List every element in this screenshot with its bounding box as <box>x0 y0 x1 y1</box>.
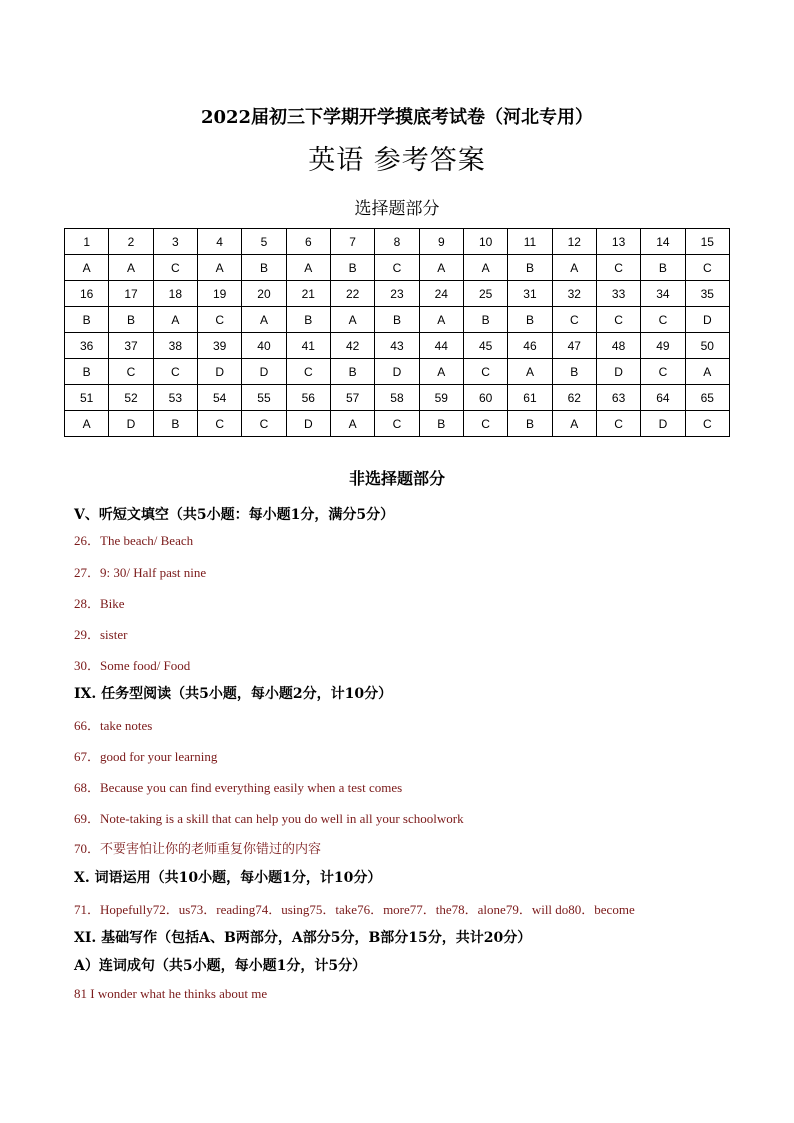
answer-letter-cell: C <box>463 411 507 437</box>
answer-letter-cell: C <box>375 255 419 281</box>
question-number-cell: 18 <box>153 281 197 307</box>
answer-letter-cell: C <box>286 359 330 385</box>
answer-letter-cell: C <box>641 359 685 385</box>
question-number-cell: 41 <box>286 333 330 359</box>
question-number-cell: 48 <box>596 333 640 359</box>
answer-key-title: 英语 参考答案 <box>308 145 486 176</box>
question-number-cell: 14 <box>641 229 685 255</box>
question-number-cell: 10 <box>463 229 507 255</box>
question-number-cell: 46 <box>508 333 552 359</box>
question-number-cell: 32 <box>552 281 596 307</box>
choice-section-title: 选择题部分 <box>354 199 440 219</box>
question-number-cell: 49 <box>641 333 685 359</box>
answer-28: 28．Bike <box>74 596 125 611</box>
answer-letter-cell: A <box>552 255 596 281</box>
answer-letter-cell: C <box>197 411 241 437</box>
answer-letter-cell: B <box>65 307 109 333</box>
answer-letter-cell: C <box>153 255 197 281</box>
question-number-cell: 21 <box>286 281 330 307</box>
question-number-cell: 7 <box>330 229 374 255</box>
part11-heading: XI. 基础写作（包括A、B两部分，A部分5分，B部分15分，共计20分） <box>74 930 532 946</box>
answer-letter-cell: C <box>375 411 419 437</box>
answer-letter-cell: B <box>153 411 197 437</box>
answer-letter-cell: C <box>197 307 241 333</box>
question-number-cell: 57 <box>330 385 374 411</box>
answer-letter-cell: C <box>641 307 685 333</box>
nonchoice-section-title: 非选择题部分 <box>348 469 445 488</box>
answer-letter-cell: A <box>65 411 109 437</box>
question-number-cell: 37 <box>109 333 153 359</box>
answer-letter-cell: B <box>419 411 463 437</box>
question-number-cell: 38 <box>153 333 197 359</box>
answer-letter-cell: C <box>109 359 153 385</box>
answer-letter-cell: C <box>685 255 729 281</box>
answer-letter-cell: B <box>330 255 374 281</box>
answer-letter-cell: C <box>596 307 640 333</box>
answer-letter-cell: B <box>375 307 419 333</box>
answer-26: 26．The beach/ Beach <box>74 533 194 548</box>
answer-letter-cell: A <box>153 307 197 333</box>
answer-letter-cell: A <box>65 255 109 281</box>
question-number-cell: 4 <box>197 229 241 255</box>
part9-heading: IX. 任务型阅读（共5小题，每小题2分，计10分） <box>74 686 393 702</box>
question-number-cell: 55 <box>242 385 286 411</box>
answer-letter-row <box>65 411 730 437</box>
answer-letter-cell: B <box>508 411 552 437</box>
answer-letter-cell: D <box>109 411 153 437</box>
part10-heading: X. 词语运用（共10小题，每小题1分，计10分） <box>74 870 382 886</box>
question-number-cell: 44 <box>419 333 463 359</box>
question-number-cell: 1 <box>65 229 109 255</box>
question-number-cell: 65 <box>685 385 729 411</box>
question-number-cell: 58 <box>375 385 419 411</box>
question-number-cell: 19 <box>197 281 241 307</box>
question-number-cell: 2 <box>109 229 153 255</box>
answer-letter-cell: B <box>109 307 153 333</box>
question-number-cell: 51 <box>65 385 109 411</box>
question-number-cell: 11 <box>508 229 552 255</box>
answer-letter-cell: A <box>508 359 552 385</box>
answer-letter-cell: A <box>419 307 463 333</box>
answer-letter-cell: D <box>197 359 241 385</box>
answer-66: 66．take notes <box>74 718 153 733</box>
answer-letter-cell: B <box>286 307 330 333</box>
answer-letter-cell: B <box>330 359 374 385</box>
answer-71-80: 71．Hopefully72．us73．reading74．using75．take76．more77．the78．alone79．will do80．become <box>74 902 635 917</box>
question-number-cell: 20 <box>242 281 286 307</box>
exam-title: 2022届初三下学期开学摸底考试卷（河北专用） <box>200 107 594 128</box>
answer-letter-cell: A <box>419 255 463 281</box>
question-number-cell: 33 <box>596 281 640 307</box>
answer-letter-cell: A <box>197 255 241 281</box>
answer-letter-cell: B <box>508 255 552 281</box>
part11a-heading: A）连词成句（共5小题，每小题1分，计5分） <box>74 958 367 974</box>
question-number-cell: 6 <box>286 229 330 255</box>
question-number-cell: 59 <box>419 385 463 411</box>
question-number-cell: 62 <box>552 385 596 411</box>
answer-29: 29．sister <box>74 627 128 642</box>
question-number-cell: 45 <box>463 333 507 359</box>
answer-letter-cell: A <box>552 411 596 437</box>
question-number-cell: 40 <box>242 333 286 359</box>
answer-letter-cell: B <box>463 307 507 333</box>
question-number-cell: 8 <box>375 229 419 255</box>
question-number-cell: 50 <box>685 333 729 359</box>
question-number-cell: 5 <box>242 229 286 255</box>
answer-letter-cell: C <box>685 411 729 437</box>
question-number-cell: 12 <box>552 229 596 255</box>
answer-letter-cell: D <box>242 359 286 385</box>
answer-68: 68．Because you can find everything easily when a test comes <box>74 780 403 795</box>
answer-letter-cell: D <box>685 307 729 333</box>
question-number-cell: 54 <box>197 385 241 411</box>
question-number-cell: 56 <box>286 385 330 411</box>
answer-letter-cell: A <box>109 255 153 281</box>
answer-27: 27．9: 30/ Half past nine <box>74 565 207 580</box>
answer-letter-cell: C <box>596 255 640 281</box>
question-number-cell: 39 <box>197 333 241 359</box>
question-number-cell: 24 <box>419 281 463 307</box>
answer-letter-row <box>65 359 730 385</box>
question-number-cell: 36 <box>65 333 109 359</box>
answer-letter-cell: B <box>508 307 552 333</box>
choice-answer-table <box>64 228 730 437</box>
answer-letter-row <box>65 255 730 281</box>
answer-69: 69．Note-taking is a skill that can help you do well in all your schoolwork <box>74 811 464 826</box>
question-number-cell: 47 <box>552 333 596 359</box>
answer-letter-cell: A <box>330 411 374 437</box>
answer-letter-cell: A <box>463 255 507 281</box>
answer-letter-cell: C <box>153 359 197 385</box>
answer-letter-cell: A <box>286 255 330 281</box>
answer-letter-cell: A <box>330 307 374 333</box>
answer-letter-cell: B <box>65 359 109 385</box>
question-number-cell: 43 <box>375 333 419 359</box>
question-number-cell: 35 <box>685 281 729 307</box>
answer-30: 30．Some food/ Food <box>74 658 191 673</box>
question-number-cell: 34 <box>641 281 685 307</box>
question-number-cell: 64 <box>641 385 685 411</box>
question-number-cell: 53 <box>153 385 197 411</box>
answer-letter-cell: C <box>242 411 286 437</box>
question-number-row <box>65 281 730 307</box>
question-number-cell: 52 <box>109 385 153 411</box>
question-number-cell: 63 <box>596 385 640 411</box>
question-number-row <box>65 229 730 255</box>
answer-67: 67．good for your learning <box>74 749 218 764</box>
answer-letter-cell: A <box>242 307 286 333</box>
answer-letter-cell: B <box>641 255 685 281</box>
question-number-cell: 60 <box>463 385 507 411</box>
answer-letter-cell: B <box>242 255 286 281</box>
answer-letter-cell: D <box>596 359 640 385</box>
answer-70: 70．不要害怕让你的老师重复你错过的内容 <box>74 841 322 856</box>
answer-letter-cell: A <box>685 359 729 385</box>
question-number-cell: 9 <box>419 229 463 255</box>
answer-letter-cell: A <box>419 359 463 385</box>
question-number-cell: 42 <box>330 333 374 359</box>
question-number-cell: 25 <box>463 281 507 307</box>
answer-letter-cell: D <box>375 359 419 385</box>
question-number-cell: 13 <box>596 229 640 255</box>
answer-81: 81 I wonder what he thinks about me <box>74 986 268 1001</box>
question-number-row <box>65 333 730 359</box>
question-number-cell: 17 <box>109 281 153 307</box>
question-number-cell: 16 <box>65 281 109 307</box>
answer-letter-cell: C <box>552 307 596 333</box>
question-number-cell: 15 <box>685 229 729 255</box>
answer-letter-row <box>65 307 730 333</box>
answer-letter-cell: D <box>641 411 685 437</box>
answer-letter-cell: D <box>286 411 330 437</box>
question-number-cell: 23 <box>375 281 419 307</box>
part5-heading: V、听短文填空（共5小题：每小题1分，满分5分） <box>74 507 395 523</box>
question-number-cell: 22 <box>330 281 374 307</box>
answer-letter-cell: C <box>463 359 507 385</box>
question-number-cell: 31 <box>508 281 552 307</box>
answer-letter-cell: B <box>552 359 596 385</box>
question-number-cell: 61 <box>508 385 552 411</box>
question-number-cell: 3 <box>153 229 197 255</box>
question-number-row <box>65 385 730 411</box>
answer-letter-cell: C <box>596 411 640 437</box>
